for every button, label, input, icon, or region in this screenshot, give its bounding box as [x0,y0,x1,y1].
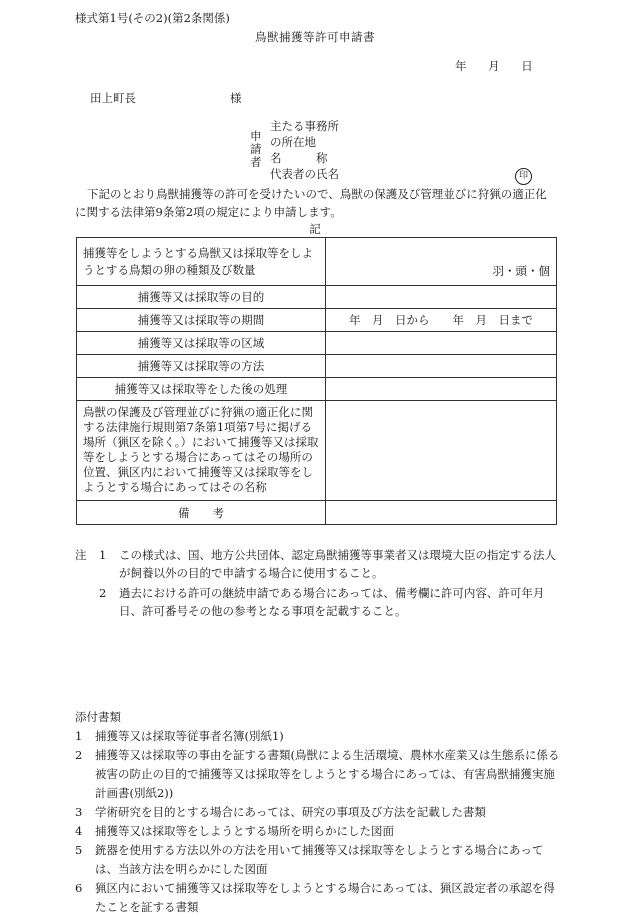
date-line: 年 月 日 [455,59,533,73]
item-number: 1 [75,729,83,743]
item-text: 捕獲等又は採取等をしようとする場所を明らかにした図面 [95,824,394,838]
item-text: 猟区内において捕獲等又は採取等をしようとする場合にあっては、猟区設定者の承認を得たことを証する書類 [95,881,555,914]
list-item [75,803,560,822]
note-label: 注 [75,548,87,562]
table-row [77,355,557,378]
table-row [77,501,557,525]
row-label: 捕獲等又は採取等をした後の処理 [77,378,326,401]
item-number: 2 [75,748,83,762]
table-row [77,286,557,309]
area-field[interactable] [326,332,557,355]
attachments-title: 添付書類 [75,710,121,724]
method-field[interactable] [326,355,557,378]
table-row [77,309,557,332]
note-number: 2 [99,586,107,600]
seal-mark: 印 [515,168,532,185]
item-number: 4 [75,824,83,838]
applicant-fields [270,118,339,182]
addressee: 田上町長 [90,91,136,105]
row-label: 備 考 [77,501,326,525]
list-item [75,841,560,879]
table-row [77,238,557,286]
application-table [76,237,557,525]
honorific: 様 [230,91,242,105]
item-number: 5 [75,843,83,857]
row-label: 鳥獣の保護及び管理並びに狩猟の適正化に関する法律施行規則第7条第1項第7号に掲げる場所（猟区を除く。）において捕獲等又は採取等をしようとする場合にあってはその場所の位置、猟区内において捕獲等又は採取等をしようとする場合にあってはその名称 [77,401,326,501]
applicant-line: 代表者の氏名 [270,167,339,181]
disposal-field[interactable] [326,378,557,401]
notes-section [75,546,560,622]
period-field[interactable]: 年 月 日から 年 月 日まで [326,309,557,332]
row-label: 捕獲等又は採取等の区域 [77,332,326,355]
table-row [77,401,557,501]
purpose-field[interactable] [326,286,557,309]
item-text: 銃器を使用する方法以外の方法を用いて捕獲等又は採取等をしようとする場合にあっては、当該方法を明らかにした図面 [95,843,544,876]
row-label: 捕獲等又は採取等の目的 [77,286,326,309]
remarks-field[interactable] [326,501,557,525]
ki-heading: 記 [309,222,321,236]
list-item [75,879,560,917]
applicant-line: 主たる事務所 [270,119,339,133]
attachments-list [75,727,560,917]
item-number: 6 [75,881,83,895]
item-text: 捕獲等又は採取等の事由を証する書類(鳥獣による生活環境、農林水産業又は生態系に係る被害の防止の目的で捕獲等又は採取等をしようとする場合にあっては、有害鳥獣捕獲実施計画書(別紙2)) [95,748,560,800]
row-label: 捕獲等又は採取等の期間 [77,309,326,332]
note-number: 1 [99,548,107,562]
list-item [75,727,560,746]
location-field[interactable] [326,401,557,501]
note-item [75,546,560,582]
item-text: 学術研究を目的とする場合にあっては、研究の事項及び方法を記載した書類 [95,805,486,819]
item-number: 3 [75,805,83,819]
table-row [77,378,557,401]
row-label: 捕獲等又は採取等の方法 [77,355,326,378]
note-text: 過去における許可の継続申請である場合にあっては、備考欄に許可内容、許可年月日、許可番号その他の参考となる事項を記載すること。 [119,586,545,618]
applicant-label: 申請者 [250,129,262,169]
note-text: この様式は、国、地方公共団体、認定鳥獣捕獲等事業者又は環境大臣の指定する法人が飼養以外の目的で申請する場合に使用すること。 [119,548,556,580]
item-text: 捕獲等又は採取等従事者名簿(別紙1) [95,729,284,743]
intro-text: 下記のとおり鳥獣捕獲等の許可を受けたいので、鳥獣の保護及び管理並びに狩猟の適正化に関する法律第9条第2項の規定により申請します。 [75,187,547,219]
note-item [75,584,560,620]
list-item [75,746,560,803]
applicant-line: の所在地 [270,135,316,149]
table-row [77,332,557,355]
applicant-line: 名 称 [270,151,328,165]
form-number: 様式第1号(その2)(第2条関係) [75,11,230,25]
document-title: 鳥獣捕獲等許可申請書 [255,30,375,44]
list-item [75,822,560,841]
row-label: 捕獲等をしようとする鳥獣又は採取等をしようとする鳥類の卵の種類及び数量 [77,238,326,286]
quantity-field[interactable]: 羽・頭・個 [326,238,557,286]
